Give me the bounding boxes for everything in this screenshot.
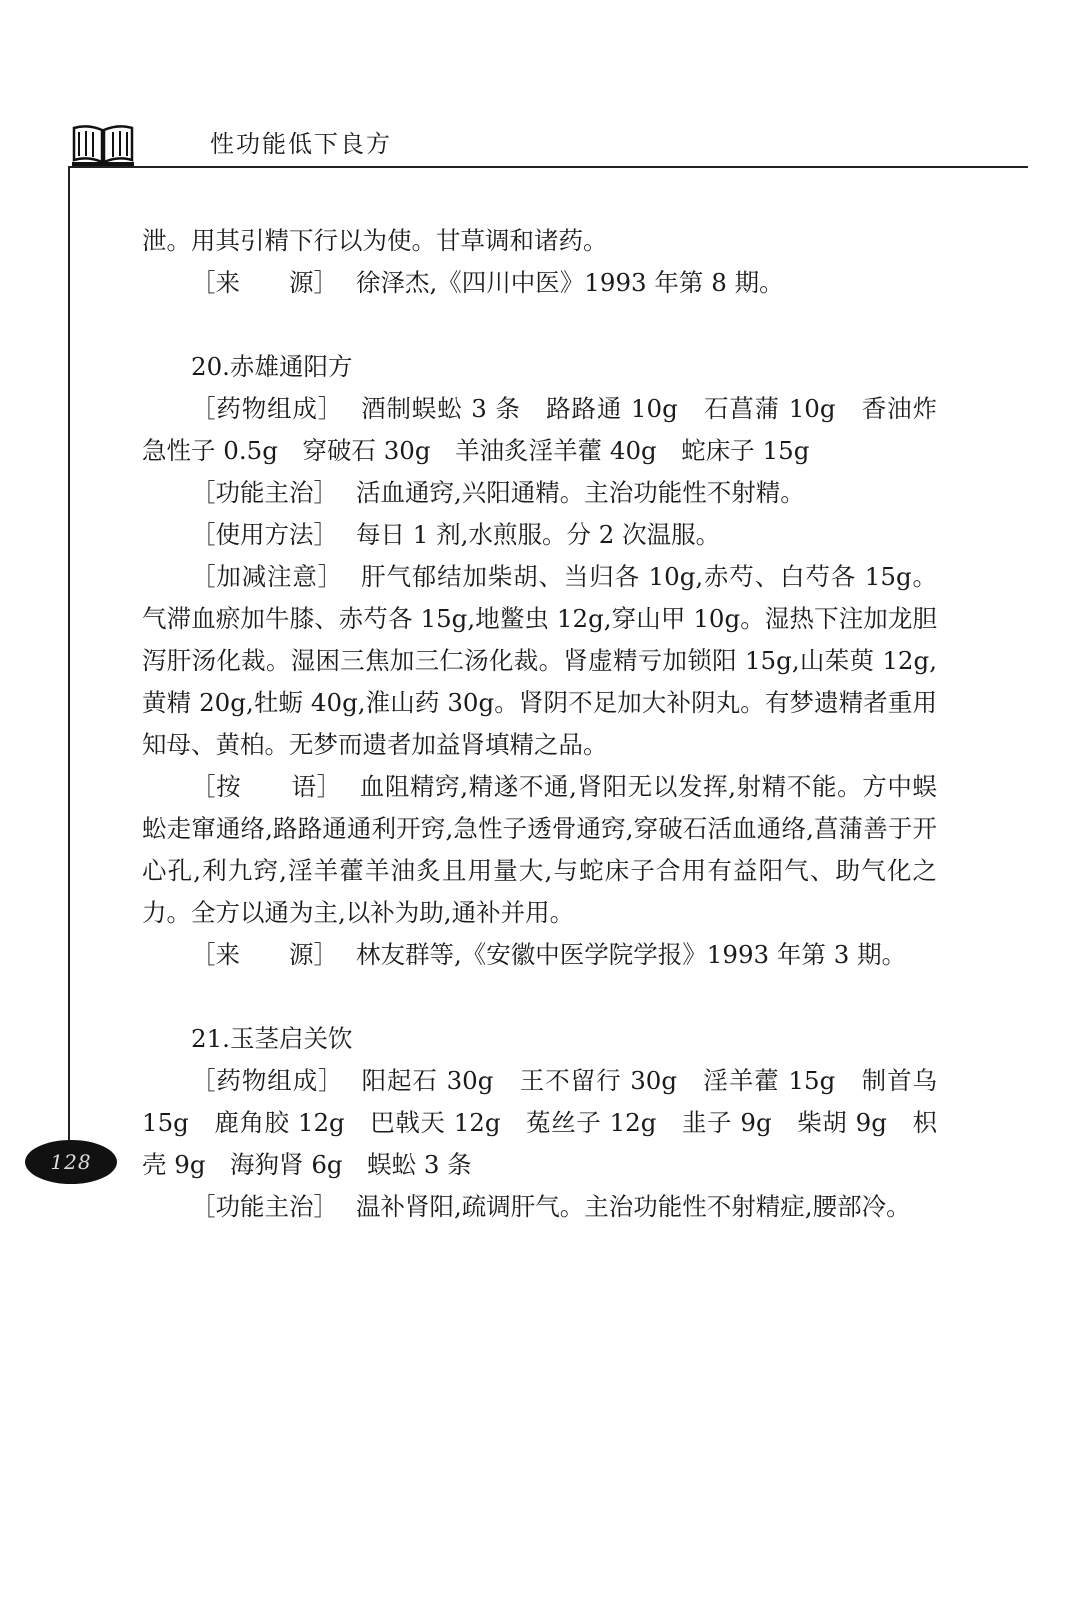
function-entry [142,1186,937,1228]
function-label: ［功能主治］ [191,478,338,507]
source-entry [142,934,937,976]
section-title-20: 20.赤雄通阳方 [191,352,353,381]
function-text: 活血通窍,兴阳通精。主治功能性不射精。 [356,478,805,507]
function-label: ［功能主治］ [191,1192,338,1221]
source-text: 林友群等,《安徽中医学院学报》1993 年第 3 期。 [356,940,907,969]
header-rule [68,166,1028,168]
section-title-21: 21.玉茎启关饮 [191,1024,353,1053]
composition-label: ［药物组成］ [191,394,344,423]
usage-text: 每日 1 剂,水煎服。分 2 次温服。 [356,520,721,549]
commentary-text: 血阻精窍,精遂不通,肾阳无以发挥,射精不能。方中蜈蚣走窜通络,路路通通利开窍,急性子透骨通窍,穿破石活血通络,菖蒲善于开心孔,利九窍,淫羊藿羊油炙且用量大,与蛇床子合用有益阳气、助气化之力。全方以通为主,以补为助,通补并用。 [142,772,937,927]
modification-label: ［加减注意］ [191,562,344,591]
commentary-label: ［按 语］ [191,772,342,801]
usage-entry [142,514,937,556]
function-entry [142,472,937,514]
composition-text: 酒制蜈蚣 3 条 路路通 10g 石菖蒲 10g 香油炸急性子 0.5g 穿破石 30g 羊油炙淫羊藿 40g 蛇床子 15g [142,394,937,465]
composition-label: ［药物组成］ [191,1066,344,1095]
page-body [142,220,937,1228]
side-rule [68,166,70,1151]
composition-entry [142,1060,937,1186]
commentary-entry [142,766,937,934]
running-head: 性功能低下良方 [210,130,392,158]
paragraph-continuation: 泄。用其引精下行以为使。甘草调和诸药。 [142,226,608,255]
modification-text: 肝气郁结加柴胡、当归各 10g,赤芍、白芍各 15g。气滞血瘀加牛膝、赤芍各 15g,地鳖虫 12g,穿山甲 10g。湿热下注加龙胆泻肝汤化裁。湿困三焦加三仁汤化裁。肾虚精亏加锁阳 15g,山茱萸 12g,黄精 20g,牡蛎 40g,淮山药 30g。肾阴不足加大补阴丸。有梦遗精者重用知母、黄柏。无梦而遗者加益肾填精之品。 [142,562,937,759]
source-entry [142,262,937,304]
usage-label: ［使用方法］ [191,520,338,549]
modification-entry [142,556,937,766]
source-label: ［来 源］ [191,268,338,297]
source-label: ［来 源］ [191,940,338,969]
source-text: 徐泽杰,《四川中医》1993 年第 8 期。 [356,268,784,297]
page-number: 128 [25,1140,117,1184]
composition-entry [142,388,937,472]
function-text: 温补肾阳,疏调肝气。主治功能性不射精症,腰部冷。 [356,1192,911,1221]
composition-text: 阳起石 30g 王不留行 30g 淫羊藿 15g 制首乌 15g 鹿角胶 12g 巴戟天 12g 菟丝子 12g 韭子 9g 柴胡 9g 枳壳 9g 海狗肾 6g 蜈蚣 3 条 [142,1066,937,1179]
book-icon [70,122,136,168]
